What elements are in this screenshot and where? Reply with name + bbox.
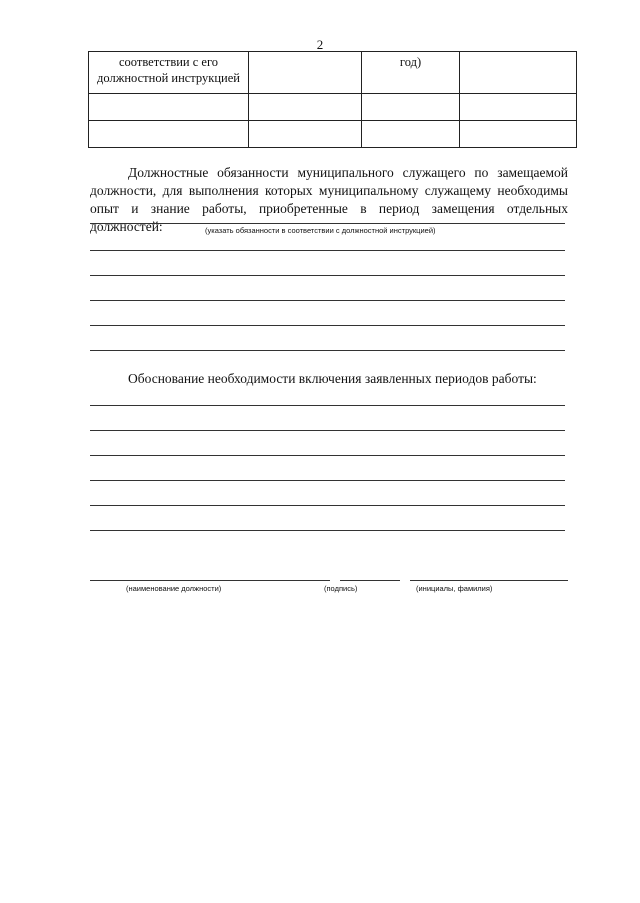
table-cell bbox=[249, 94, 362, 121]
justification-fill-line bbox=[90, 505, 565, 506]
table-cell bbox=[460, 94, 577, 121]
table-cell: соответствии с его должностной инструкцией bbox=[89, 52, 249, 94]
duties-paragraph: Должностные обязанности муниципального служащего по замещаемой должности, для выполнения которых муниципальному служащему необходимы опыт и знание работы, приобретенные в период замещения отдельных должностей: bbox=[90, 165, 568, 234]
signature-hint: (подпись) bbox=[324, 584, 358, 593]
table-cell bbox=[362, 121, 460, 148]
duties-fill-line bbox=[90, 275, 565, 276]
duties-fill-line bbox=[90, 223, 565, 224]
table-cell bbox=[89, 121, 249, 148]
table-row bbox=[89, 121, 577, 148]
table-row bbox=[89, 94, 577, 121]
name-hint: (инициалы, фамилия) bbox=[416, 584, 493, 593]
table-cell bbox=[460, 52, 577, 94]
duties-fill-line bbox=[90, 250, 565, 251]
justification-fill-line bbox=[90, 430, 565, 431]
duties-hint: (указать обязанности в соответствии с должностной инструкцией) bbox=[205, 226, 436, 235]
table-cell bbox=[460, 121, 577, 148]
justification-fill-line bbox=[90, 530, 565, 531]
page-number: 2 bbox=[316, 37, 324, 52]
duties-fill-line bbox=[90, 300, 565, 301]
justification-fill-line bbox=[90, 405, 565, 406]
justification-fill-line bbox=[90, 455, 565, 456]
position-hint: (наименование должности) bbox=[126, 584, 222, 593]
table-row bbox=[89, 52, 577, 94]
continuation-table bbox=[88, 51, 577, 148]
duties-fill-line bbox=[90, 325, 565, 326]
justification-paragraph: Обоснование необходимости включения заявленных периодов работы: bbox=[128, 371, 537, 386]
name-signature-line bbox=[410, 580, 568, 581]
justification-fill-line bbox=[90, 480, 565, 481]
table-cell bbox=[362, 94, 460, 121]
table-cell bbox=[249, 121, 362, 148]
duties-fill-line bbox=[90, 350, 565, 351]
table-cell bbox=[249, 52, 362, 94]
signature-line bbox=[340, 580, 400, 581]
position-signature-line bbox=[90, 580, 330, 581]
table-cell: год) bbox=[362, 52, 460, 94]
table-cell bbox=[89, 94, 249, 121]
